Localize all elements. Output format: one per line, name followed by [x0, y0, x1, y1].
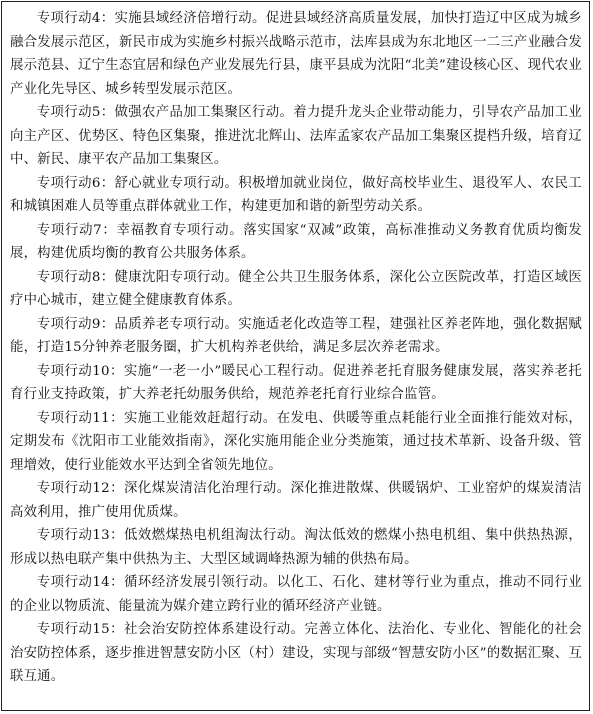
paragraph-action-13: 专项行动13：低效燃煤热电机组淘汰行动。淘汰低效的燃煤小热电机组、集中供热热源，形成以热电联产集中供热为主、大型区域调峰热源为辅的供热布局。 — [10, 528, 582, 567]
paragraph-action-11: 专项行动11：实施工业能效赶超行动。在发电、供暖等重点耗能行业全面推行能效对标，定期发布《沈阳市工业能效指南》，深化实施用能企业分类施策，通过技术革新、设备升级、管理增效，使行业能效水平达到全省领先地位。 — [10, 410, 582, 473]
paragraph-action-12: 专项行动12：深化煤炭清洁化治理行动。深化推进散煤、供暖锅炉、工业窑炉的煤炭清洁高效利用，推广使用优质煤。 — [10, 481, 582, 520]
paragraph-action-9: 专项行动9：品质养老专项行动。实施适老化改造等工程，建强社区养老阵地，强化数据赋能，打造15分钟养老服务圈，扩大机构养老供给，满足多层次养老需求。 — [10, 316, 582, 355]
paragraph-action-7: 专项行动7：幸福教育专项行动。落实国家“双减”政策，高标准推动义务教育优质均衡发展，构建优质均衡的教育公共服务体系。 — [10, 222, 582, 261]
paragraph-action-6: 专项行动6：舒心就业专项行动。积极增加就业岗位，做好高校毕业生、退役军人、农民工和城镇困难人员等重点群体就业工作，构建更加和谐的新型劳动关系。 — [10, 175, 582, 214]
paragraph-action-10: 专项行动10：实施“一老一小”暖民心工程行动。促进养老托育服务健康发展，落实养老托育行业支持政策，扩大养老托幼服务供给，规范养老托育行业综合监管。 — [10, 363, 582, 402]
paragraph-action-14: 专项行动14：循环经济发展引领行动。以化工、石化、建材等行业为重点，推动不同行业的企业以物质流、能量流为媒介建立跨行业的循环经济产业链。 — [10, 575, 582, 614]
paragraph-action-15: 专项行动15：社会治安防控体系建设行动。完善立体化、法治化、专业化、智能化的社会治安防控体系，逐步推进智慧安防小区（村）建设，实现与部级“智慧安防小区”的数据汇聚、互联互通。 — [10, 622, 582, 684]
paragraph-action-8: 专项行动8：健康沈阳专项行动。健全公共卫生服务体系，深化公立医院改革，打造区域医疗中心城市，建立健全健康教育体系。 — [10, 269, 582, 308]
document-frame — [1, 1, 590, 711]
paragraph-action-4: 专项行动4：实施县域经济倍增行动。促进县域经济高质量发展，加快打造辽中区成为城乡融合发展示范区，新民市成为实施乡村振兴战略示范市，法库县成为东北地区一二三产业融合发展示范县、辽宁生态宜居和绿色产业发展先行县，康平县成为沈阳“北美”建设核心区、现代农业产业化先导区、城乡转型发展示范区。 — [10, 11, 582, 97]
paragraph-action-5: 专项行动5：做强农产品加工集聚区行动。着力提升龙头企业带动能力，引导农产品加工业向主产区、优势区、特色区集聚，推进沈北辉山、法库孟家农产品加工集聚区提档升级，培育辽中、新民、康平农产品加工集聚区。 — [10, 105, 582, 167]
